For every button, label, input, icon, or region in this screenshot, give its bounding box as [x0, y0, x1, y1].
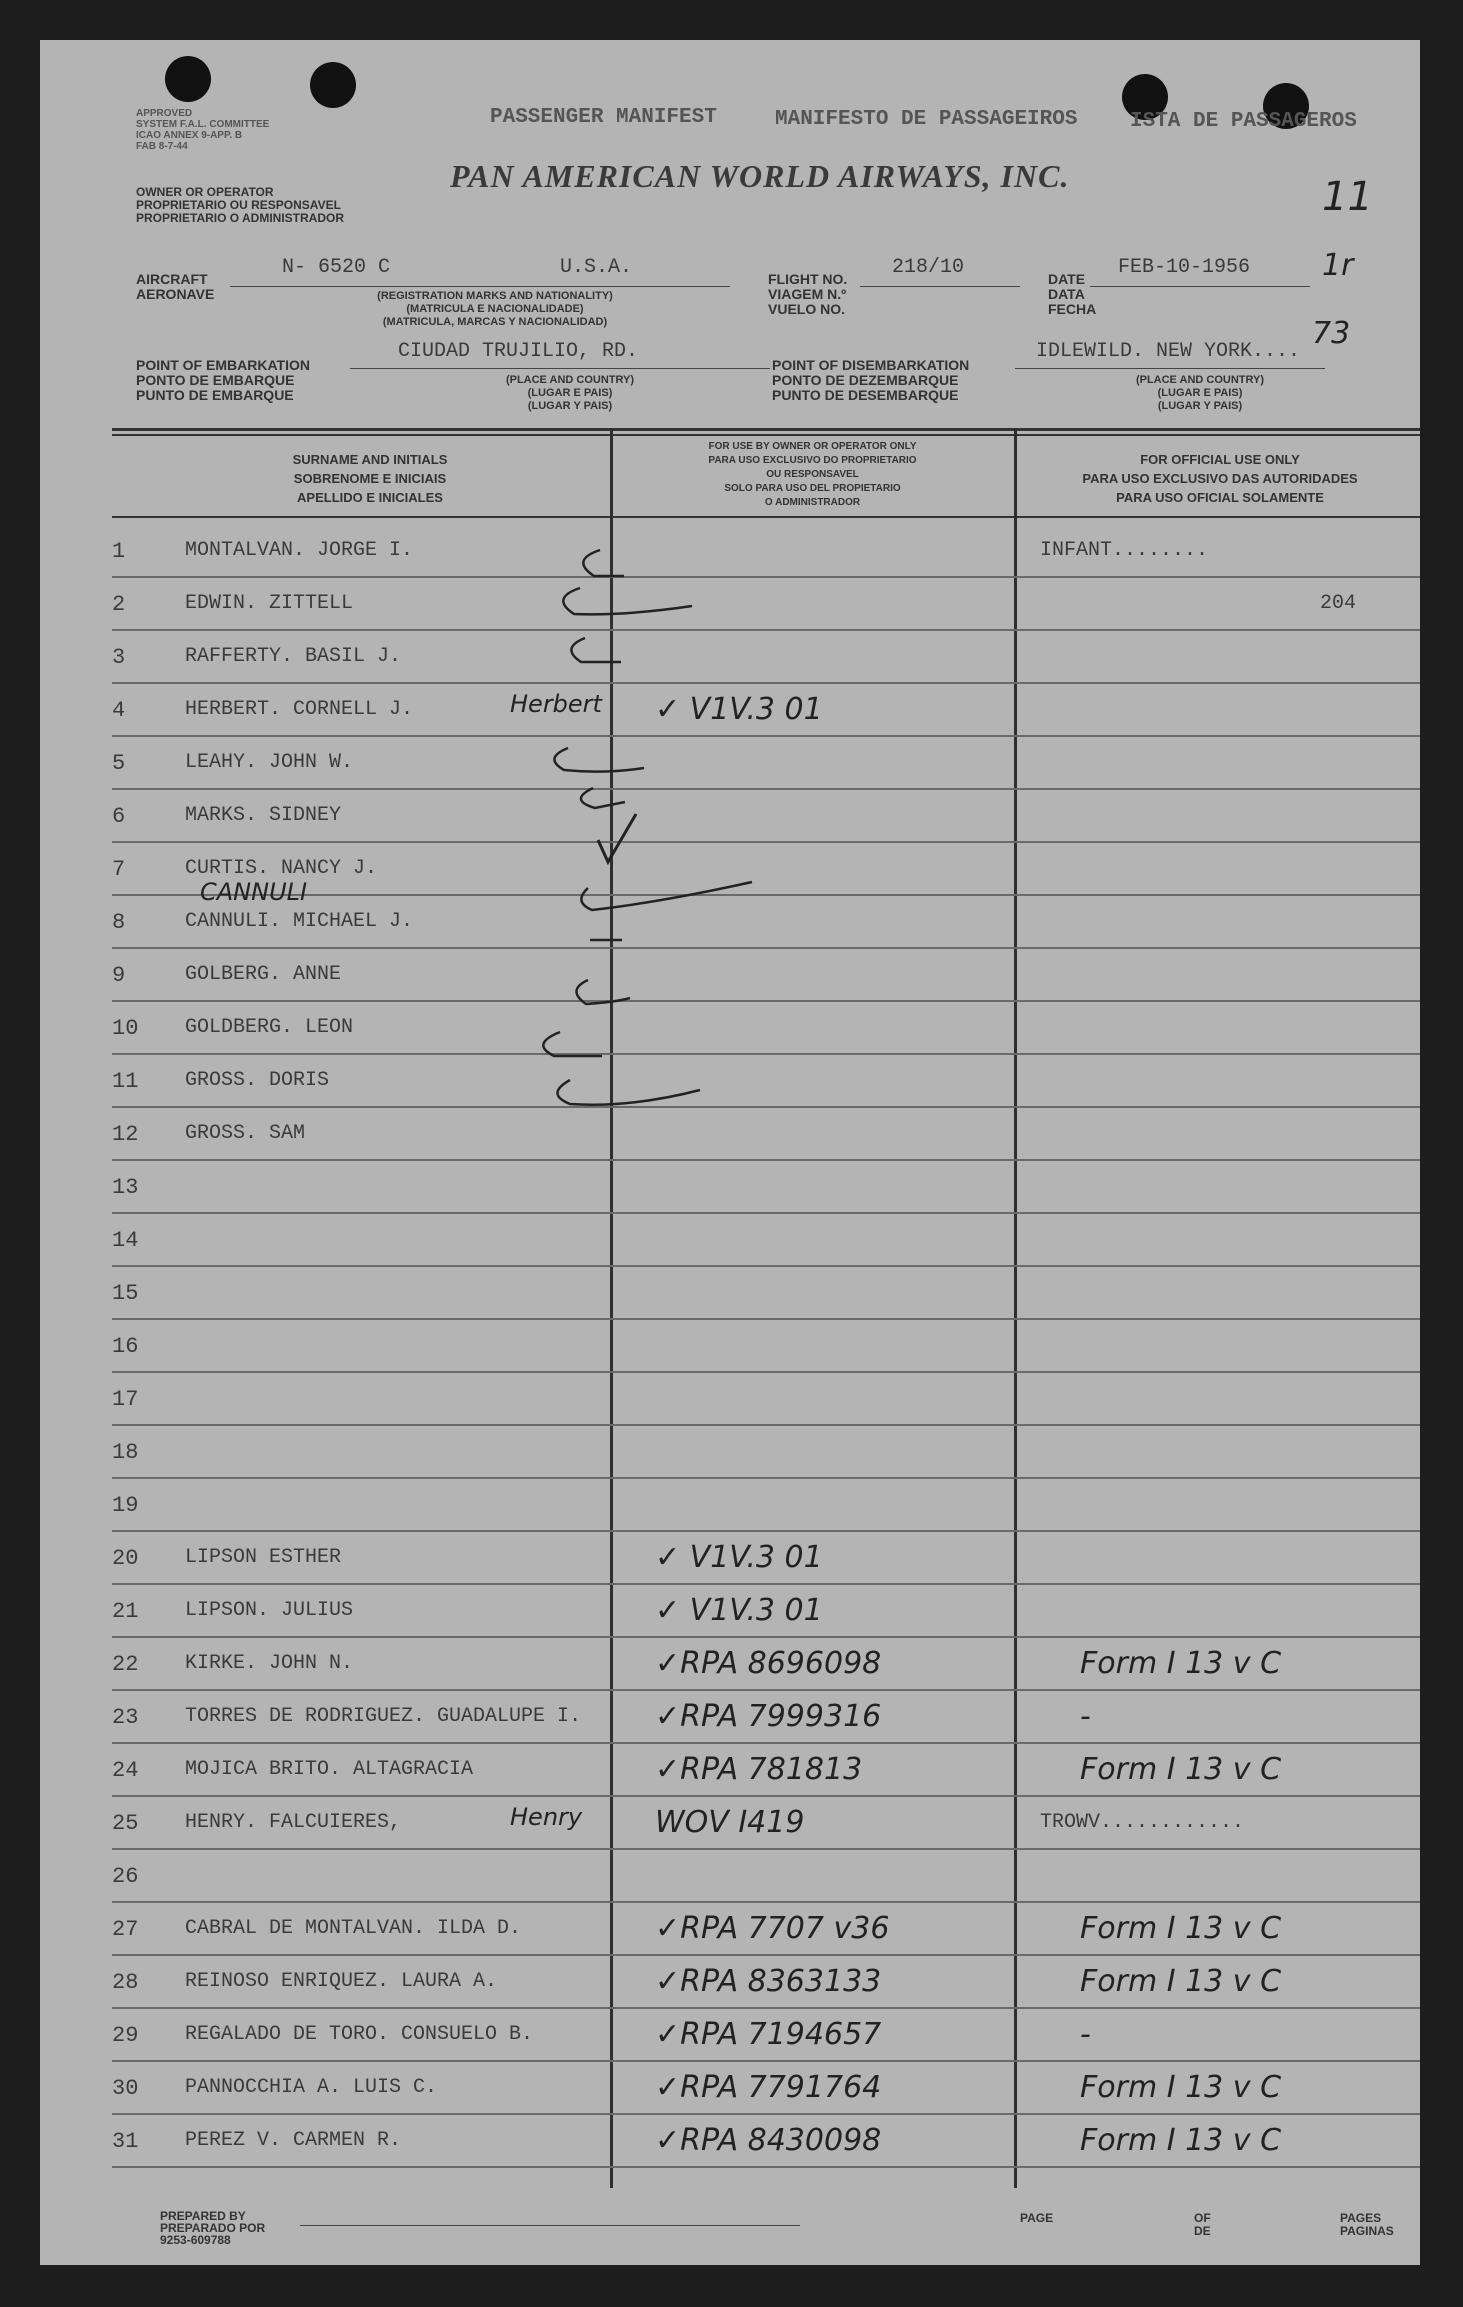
table-top-rule: [112, 434, 1420, 436]
check-mark-icon: [598, 814, 636, 862]
table-row: [40, 1426, 1420, 1479]
approval-block: APPROVED SYSTEM F.A.L. COMMITTEE ICAO ANNEX 9-APP. B FAB 8-7-44: [136, 108, 270, 152]
disembark-point: IDLEWILD. NEW YORK....: [1036, 340, 1301, 363]
aircraft-underline: [230, 286, 730, 287]
check-mark-icon: [576, 980, 630, 1004]
table-top-rule: [112, 428, 1420, 431]
check-mark-icon: [563, 588, 692, 614]
official-use-entry: -: [1080, 2017, 1091, 2052]
row-number: 8: [112, 910, 126, 935]
table-header-rule: [112, 516, 1420, 518]
passenger-name: HERBERT. CORNELL J.: [185, 698, 414, 721]
row-number: 11: [112, 1069, 139, 1094]
page-label: PAGE: [1020, 2211, 1054, 2225]
official-use-entry: 204: [1320, 592, 1357, 615]
passenger-name: LEAHY. JOHN W.: [185, 751, 354, 774]
table-row: [40, 1956, 1420, 2009]
row-number: 13: [112, 1175, 139, 1200]
owner-use-entry: ✓RPA 8696098: [655, 1646, 882, 1681]
official-use-entry: Form I 13 v C: [1080, 1911, 1282, 1946]
row-number: 22: [112, 1652, 139, 1677]
row-number: 14: [112, 1228, 139, 1253]
row-number: 1: [112, 539, 126, 564]
official-use-entry: Form I 13 v C: [1080, 1964, 1282, 1999]
official-use-column-header: FOR OFFICIAL USE ONLY PARA USO EXCLUSIVO DAS AUTORIDADES PARA USO OFICIAL SOLAMENTE: [1082, 452, 1358, 505]
check-mark-icon: [571, 638, 621, 662]
passenger-name: RAFFERTY. BASIL J.: [185, 645, 402, 668]
row-number: 9: [112, 963, 126, 988]
passenger-name: TORRES DE RODRIGUEZ. GUADALUPE I.: [185, 1705, 582, 1728]
aircraft-country: U.S.A.: [560, 256, 633, 279]
table-row: [40, 1638, 1420, 1691]
owner-use-entry: ✓RPA 8363133: [655, 1964, 882, 1999]
row-number: 25: [112, 1811, 139, 1836]
title-portuguese: MANIFESTO DE PASSAGEIROS: [775, 108, 1078, 131]
handwritten-name: Herbert: [510, 690, 602, 718]
table-row: [40, 1691, 1420, 1744]
check-marks: [460, 520, 760, 1200]
official-use-entry: INFANT........: [1040, 539, 1209, 562]
table-row: [40, 1532, 1420, 1585]
row-number: 29: [112, 2023, 139, 2048]
owner-use-entry: ✓ V1V.3 01: [655, 1540, 823, 1575]
date-handwritten-note: 1r: [1322, 248, 1354, 283]
owner-use-entry: ✓ V1V.3 01: [655, 692, 823, 727]
owner-label: OWNER OR OPERATOR PROPRIETARIO OU RESPONSAVEL PROPRIETARIO O ADMINISTRADOR: [136, 185, 345, 225]
names-column-header: SURNAME AND INITIALS SOBRENOME E INICIAIS APELLIDO E INICIALES: [292, 452, 448, 505]
table-row: [40, 1903, 1420, 1956]
pages-label: PAGES PAGINAS: [1340, 2211, 1394, 2238]
of-label: OF DE: [1194, 2211, 1211, 2238]
owner-use-entry: ✓RPA 781813: [655, 1752, 863, 1787]
embark-label: POINT OF EMBARKATION PONTO DE EMBARQUE PUNTO DE EMBARQUE: [136, 357, 310, 403]
passenger-name: REINOSO ENRIQUEZ. LAURA A.: [185, 1970, 498, 1993]
aircraft-caption: (REGISTRATION MARKS AND NATIONALITY) (MATRICULA E NACIONALIDADE) (MATRICULA, MARCAS Y NACIONALIDAD): [377, 290, 613, 328]
date-underline: [1090, 286, 1310, 287]
row-number: 10: [112, 1016, 139, 1041]
check-mark-icon: [558, 1080, 701, 1105]
row-number: 27: [112, 1917, 139, 1942]
row-number: 24: [112, 1758, 139, 1783]
passenger-name: PEREZ V. CARMEN R.: [185, 2129, 402, 2152]
disembark-label: POINT OF DISEMBARKATION PONTO DE DEZEMBARQUE PUNTO DE DESEMBARQUE: [772, 357, 970, 403]
owner-use-entry: ✓RPA 7707 v36: [655, 1911, 890, 1946]
row-number: 23: [112, 1705, 139, 1730]
flight-underline: [860, 286, 1020, 287]
table-row: [40, 1797, 1420, 1850]
passenger-name: GOLBERG. ANNE: [185, 963, 342, 986]
passenger-name: GROSS. SAM: [185, 1122, 306, 1145]
owner-use-entry: ✓RPA 7999316: [655, 1699, 882, 1734]
disembark-handwritten-note: 73: [1312, 316, 1351, 351]
row-number: 12: [112, 1122, 139, 1147]
flight-number: 218/10: [892, 256, 965, 279]
handwritten-name: Henry: [510, 1803, 583, 1831]
passenger-name: HENRY. FALCUIERES,: [185, 1811, 402, 1834]
punch-hole: [165, 56, 211, 102]
official-use-entry: -: [1080, 1699, 1091, 1734]
official-use-entry: TROWV............: [1040, 1811, 1245, 1834]
row-number: 30: [112, 2076, 139, 2101]
table-row: [40, 1267, 1420, 1320]
table-row: [40, 2009, 1420, 2062]
aircraft-registration: N- 6520 C: [282, 256, 391, 279]
disembark-underline: [1015, 368, 1325, 369]
row-number: 18: [112, 1440, 139, 1465]
row-number: 31: [112, 2129, 139, 2154]
owner-use-entry: ✓ V1V.3 01: [655, 1593, 823, 1628]
title-english: PASSENGER MANIFEST: [490, 106, 717, 129]
row-number: 2: [112, 592, 126, 617]
owner-use-column-header: FOR USE BY OWNER OR OPERATOR ONLY PARA USO EXCLUSIVO DO PROPRIETARIO OU RESPONSAVEL SOLO PARA USO DEL PROPIETARIO O ADMINISTRADOR: [708, 441, 917, 508]
row-number: 3: [112, 645, 126, 670]
row-number: 5: [112, 751, 126, 776]
row-number: 28: [112, 1970, 139, 1995]
table-row: [40, 1320, 1420, 1373]
check-mark-icon: [554, 748, 644, 772]
row-number: 26: [112, 1864, 139, 1889]
owner-use-entry: ✓RPA 8430098: [655, 2123, 882, 2158]
passenger-name: EDWIN. ZITTELL: [185, 592, 354, 615]
embark-underline: [350, 368, 770, 369]
passenger-name: MARKS. SIDNEY: [185, 804, 342, 827]
table-row: [40, 1214, 1420, 1267]
passenger-name: PANNOCCHIA A. LUIS C.: [185, 2076, 438, 2099]
punch-hole: [310, 62, 356, 108]
flight-label: FLIGHT NO. VIAGEM N.º VUELO NO.: [768, 271, 848, 317]
owner-name: PAN AMERICAN WORLD AIRWAYS, INC.: [450, 158, 1070, 194]
prepared-by-line: [300, 2225, 800, 2226]
row-number: 21: [112, 1599, 139, 1624]
official-use-entry: Form I 13 v C: [1080, 1646, 1282, 1681]
passenger-name: CABRAL DE MONTALVAN. ILDA D.: [185, 1917, 522, 1940]
row-number: 16: [112, 1334, 139, 1359]
check-mark-icon: [543, 1032, 602, 1056]
passenger-name: KIRKE. JOHN N.: [185, 1652, 354, 1675]
passenger-name: REGALADO DE TORO. CONSUELO B.: [185, 2023, 534, 2046]
passenger-name: MONTALVAN. JORGE I.: [185, 539, 414, 562]
owner-use-entry: WOV I419: [655, 1805, 805, 1840]
embark-point: CIUDAD TRUJILIO, RD.: [398, 340, 639, 363]
passenger-name: LIPSON ESTHER: [185, 1546, 342, 1569]
row-number: 7: [112, 857, 126, 882]
table-row: [40, 1744, 1420, 1797]
row-number: 15: [112, 1281, 139, 1306]
handwritten-name: CANNULI: [200, 878, 308, 906]
embark-caption: (PLACE AND COUNTRY) (LUGAR E PAIS) (LUGAR Y PAIS): [505, 374, 635, 412]
row-number: 6: [112, 804, 126, 829]
table-row: [40, 1373, 1420, 1426]
row-number: 17: [112, 1387, 139, 1412]
passenger-name: MOJICA BRITO. ALTAGRACIA: [185, 1758, 474, 1781]
passenger-name: GROSS. DORIS: [185, 1069, 330, 1092]
official-use-entry: Form I 13 v C: [1080, 2123, 1282, 2158]
table-row: [40, 1585, 1420, 1638]
table-row: [40, 1479, 1420, 1532]
disembark-caption: (PLACE AND COUNTRY) (LUGAR E PAIS) (LUGAR Y PAIS): [1135, 374, 1265, 412]
passenger-name: LIPSON. JULIUS: [185, 1599, 354, 1622]
row-number: 4: [112, 698, 126, 723]
table-row: [40, 2115, 1420, 2168]
owner-use-entry: ✓RPA 7194657: [655, 2017, 882, 2052]
prepared-by: PREPARED BY PREPARADO POR 9253-609788: [160, 2209, 266, 2247]
table-row: [40, 1850, 1420, 1903]
official-use-entry: Form I 13 v C: [1080, 2070, 1282, 2105]
check-mark-icon: [583, 550, 624, 576]
passenger-name: CANNULI. MICHAEL J.: [185, 910, 414, 933]
row-number: 19: [112, 1493, 139, 1518]
row-rule: [112, 2166, 1420, 2168]
corner-number: 11: [1322, 174, 1373, 220]
owner-use-entry: ✓RPA 7791764: [655, 2070, 882, 2105]
row-number: 20: [112, 1546, 139, 1571]
passenger-name: CURTIS. NANCY J.: [185, 857, 378, 880]
date-label: DATE DATA FECHA: [1048, 271, 1097, 317]
check-mark-icon: [581, 788, 625, 808]
official-use-entry: Form I 13 v C: [1080, 1752, 1282, 1787]
manifest-sheet: [40, 40, 1420, 2265]
title-spanish: ISTA DE PASSAGEROS: [1130, 110, 1357, 133]
check-mark-icon: [581, 882, 752, 910]
passenger-name: GOLDBERG. LEON: [185, 1016, 354, 1039]
aircraft-label: AIRCRAFT AERONAVE: [136, 271, 215, 302]
table-row: [40, 2062, 1420, 2115]
flight-date: FEB-10-1956: [1118, 256, 1251, 279]
